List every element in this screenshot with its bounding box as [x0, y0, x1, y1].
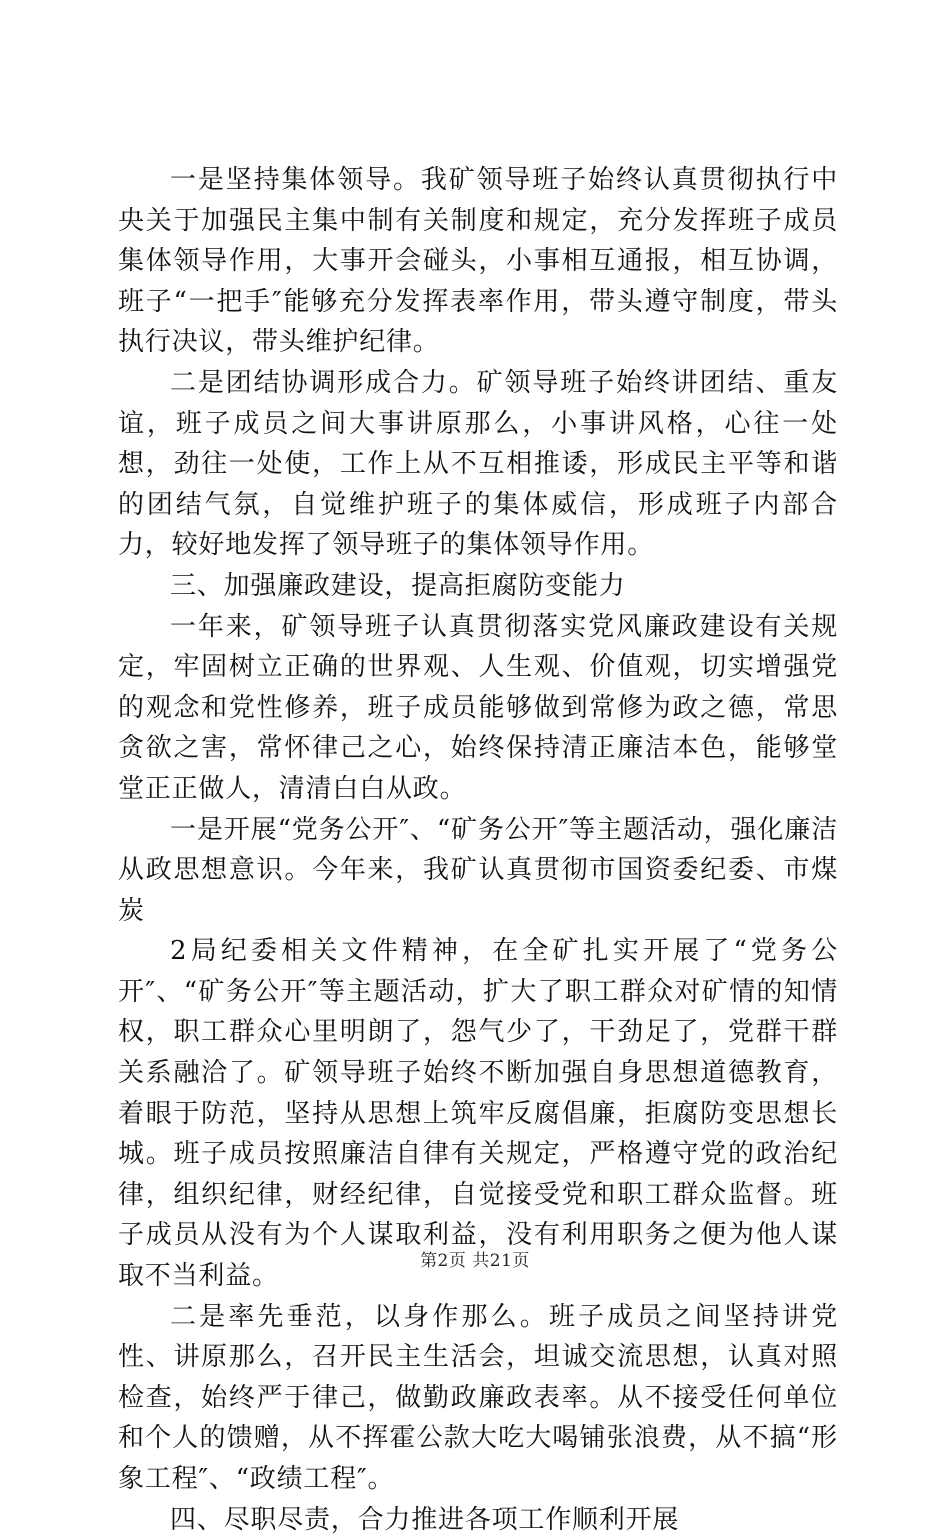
paragraph-integrity-summary: 一年来，矿领导班子认真贯彻落实党风廉政建设有关规定，牢固树立正确的世界观、人生观、价值观，切实增强党的观念和党性修养，班子成员能够做到常修为政之德，常思贪欲之害，常怀律己之心，始终保持清正廉洁本色，能够堂堂正正做人，清清白白从政。: [118, 611, 838, 804]
paragraph-openness-continued: 2局纪委相关文件精神，在全矿扎实开展了“党务公开″、“矿务公开″等主题活动，扩大了职工群众对矿情的知情权，职工群众心里明朗了，怨气少了，干劲足了，党群干群关系融洽了。矿领导班子始终不断加强自身思想道德教育，着眼于防范，坚持从思想上筑牢反腐倡廉，拒腐防变思想长城。班子成员按照廉洁自律有关规定，严格遵守党的政治纪律，组织纪律，财经纪律，自觉接受党和职工群众监督。班子成员从没有为个人谋取利益，没有利用职务之便为他人谋取不当利益。: [118, 936, 838, 1292]
paragraph-lead-by-example: 二是率先垂范，以身作那么。班子成员之间坚持讲党性、讲原那么，召开民主生活会，坦诚交流思想，认真对照检查，始终严于律己，做勤政廉政表率。从不接受任何单位和个人的馈赠，从不挥霍公款大吃大喝铺张浪费，从不搞“形象工程″、“政绩工程″。: [118, 1301, 838, 1494]
page-indicator: 第2页 共21页: [420, 1251, 530, 1271]
paragraph-unity-cooperation: 二是团结协调形成合力。矿领导班子始终讲团结、重友谊，班子成员之间大事讲原那么，小事讲风格，心往一处想，劲往一处使，工作上从不互相推诿，形成民主平等和谐的团结气氛，自觉维护班子的集体威信，形成班子内部合力，较好地发挥了领导班子的集体领导作用。: [118, 367, 838, 561]
document-body: [118, 160, 838, 1540]
paragraph-openness-activities: 一是开展“党务公开″、“矿务公开″等主题活动，强化廉洁从政思想意识。今年来，我矿认真贯彻市国资委纪委、市煤炭: [118, 814, 838, 926]
section-heading-duties: 四、尽职尽责，合力推进各项工作顺利开展: [170, 1504, 680, 1535]
section-heading-integrity: 三、加强廉政建设，提高拒腐防变能力: [170, 570, 626, 601]
paragraph-collective-leadership: 一是坚持集体领导。我矿领导班子始终认真贯彻执行中央关于加强民主集中制有关制度和规定，充分发挥班子成员集体领导作用，大事开会碰头，小事相互通报，相互协调，班子“一把手″能够充分发挥表率作用，带头遵守制度，带头执行决议，带头维护纪律。: [118, 165, 838, 358]
